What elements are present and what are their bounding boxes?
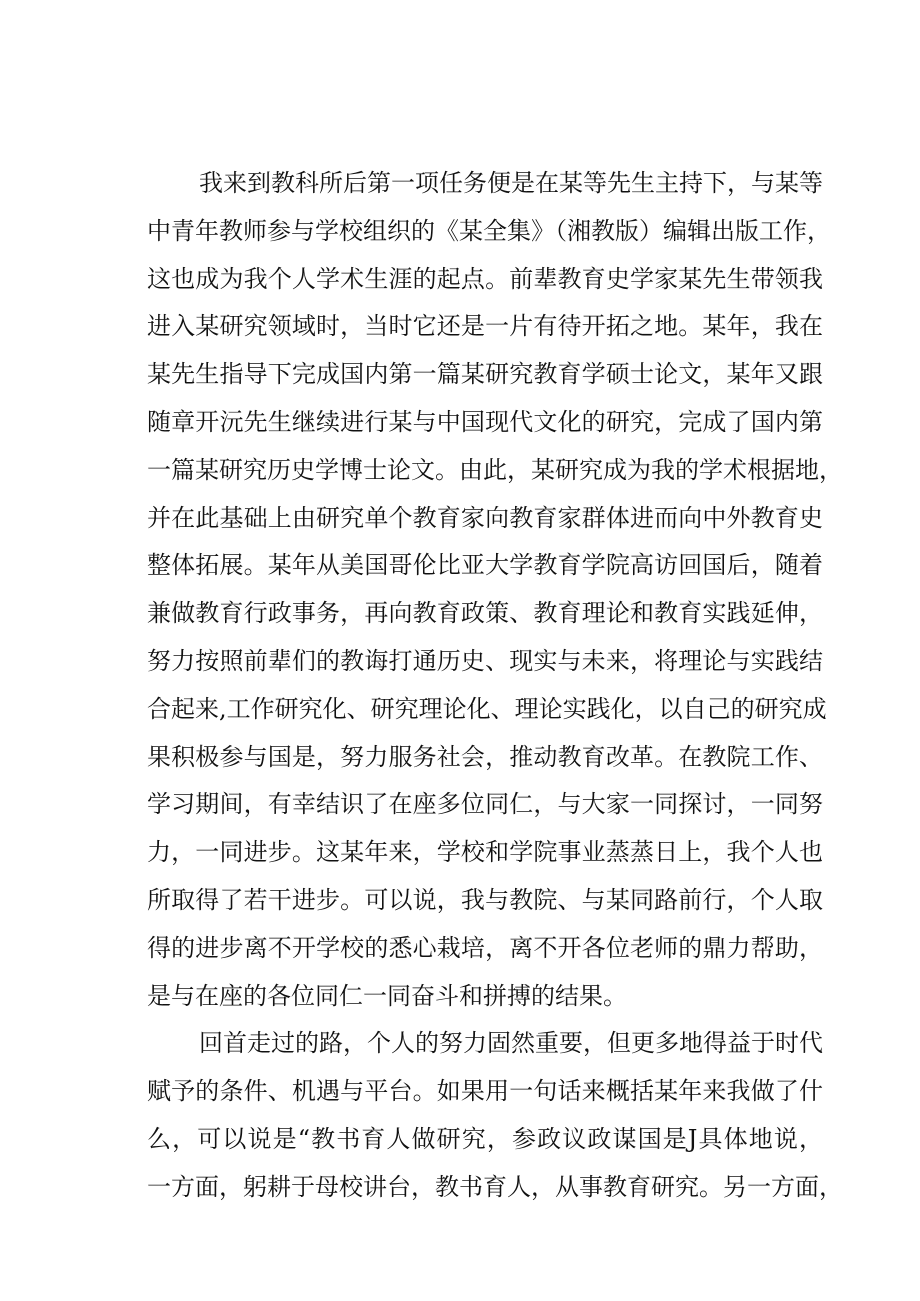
text-line: 整体拓展。某年从美国哥伦比亚大学教育学院高访回国后，随着 — [147, 551, 823, 580]
text-line: 学习期间，有幸结识了在座多位同仁，与大家一同探讨，一同努 — [147, 790, 823, 819]
text-line: 力，一同进步。这某年来，学校和学院事业蒸蒸日上，我个人也 — [147, 838, 823, 867]
text-line: 合起来,工作研究化、研究理论化、理论实践化，以自己的研究成 — [147, 694, 827, 723]
text-line: 我来到教科所后第一项任务便是在某等先生主持下，与某等 — [199, 169, 823, 197]
text-line: 赋予的条件、机遇与平台。如果用一句话来概括某年来我做了什 — [147, 1077, 823, 1106]
text-line: 回首走过的路，个人的努力固然重要，但更多地得益于时代 — [199, 1029, 823, 1058]
text-line: 一篇某研究历史学博士论文。由此，某研究成为我的学术根据地， — [147, 455, 843, 484]
text-line: 随章开沅先生继续进行某与中国现代文化的研究，完成了国内第 — [147, 407, 823, 436]
text-line: 进入某研究领域时，当时它还是一片有待开拓之地。某年，我在 — [147, 312, 823, 341]
text-line: 中青年教师参与学校组织的《某全集》（湘教版）编辑出版工作， — [147, 216, 831, 245]
text-line: 所取得了若干进步。可以说，我与教院、与某同路前行，个人取 — [147, 885, 823, 914]
text-line: 兼做教育行政事务，再向教育政策、教育理论和教育实践延伸， — [147, 599, 823, 628]
text-line: 果积极参与国是，努力服务社会，推动教育改革。在教院工作、 — [147, 742, 823, 771]
text-line: 某先生指导下完成国内第一篇某研究教育学硕士论文，某年又跟 — [147, 360, 823, 389]
document-body — [147, 160, 843, 1212]
text-line: 得的进步离不开学校的悉心栽培，离不开各位老师的鼎力帮助， — [147, 933, 823, 962]
text-line: 并在此基础上由研究单个教育家向教育家群体进而向中外教育史 — [147, 503, 823, 532]
text-line: 一方面，躬耕于母校讲台，教书育人，从事教育研究。另一方面， — [147, 1172, 843, 1201]
text-line: 么，可以说是“教书育人做研究，参政议政谋国是J具体地说， — [147, 1124, 823, 1153]
text-line: 努力按照前辈们的教诲打通历史、现实与未来，将理论与实践结 — [147, 646, 823, 675]
text-line: 这也成为我个人学术生涯的起点。前辈教育史学家某先生带领我 — [147, 264, 823, 293]
text-line: 是与在座的各位同仁一同奋斗和拼搏的结果。 — [147, 981, 627, 1010]
